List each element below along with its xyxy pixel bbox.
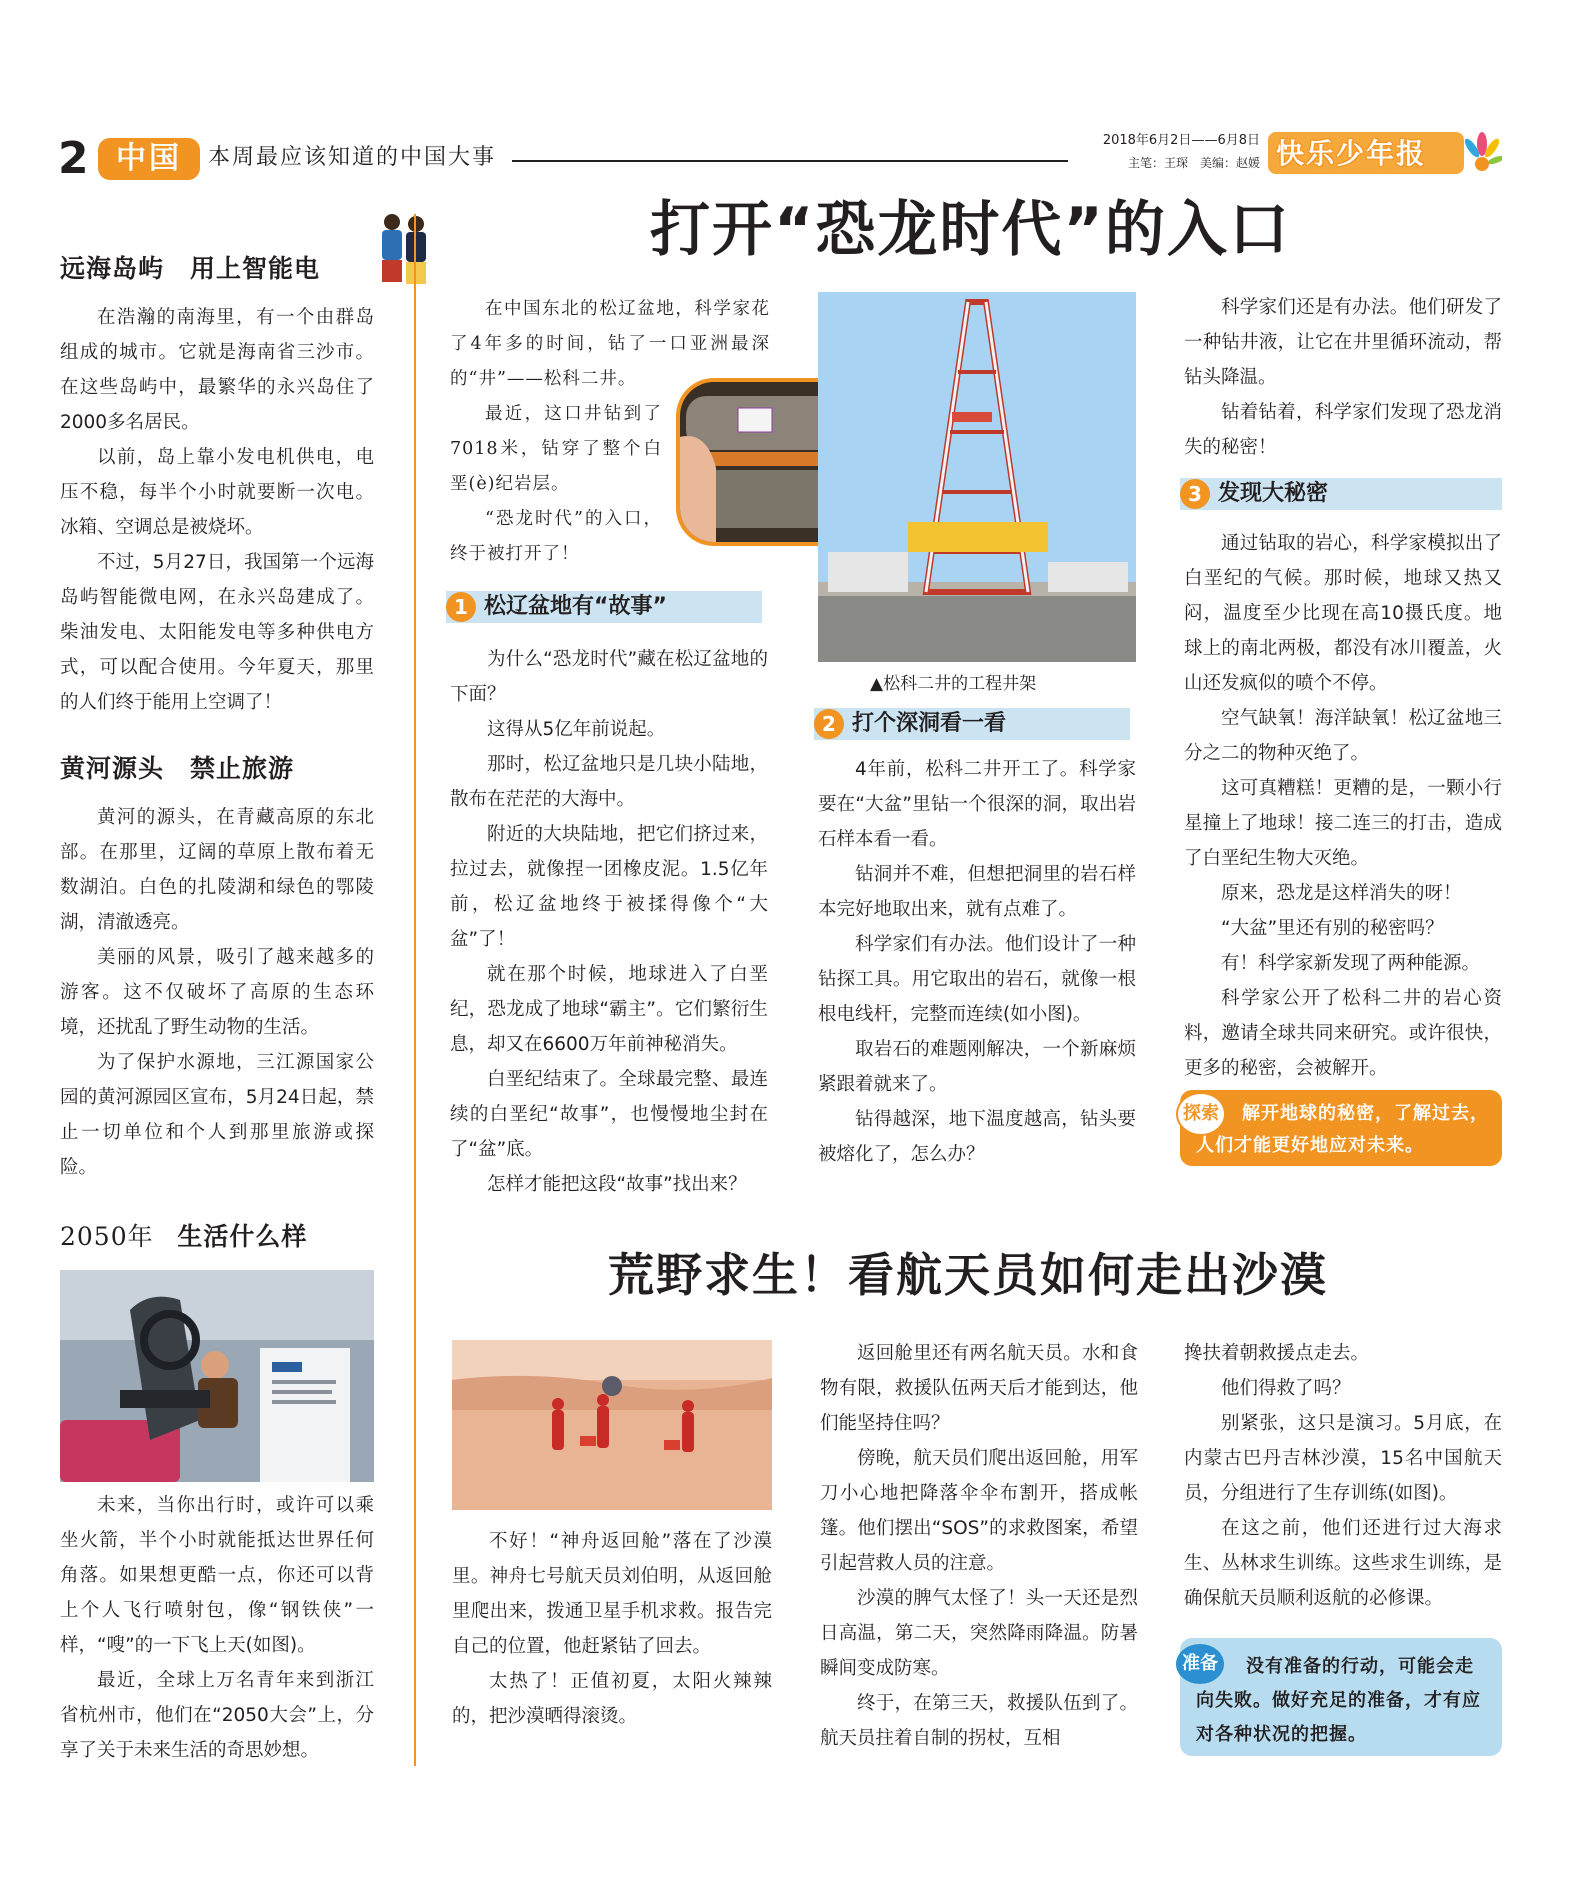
paragraph: 这可真糟糕！更糟的是，一颗小行星撞上了地球！接二连三的打击，造成了白垩纪生物大灭绝。	[1184, 778, 1502, 869]
paragraph: 不好！“神舟返回舱”落在了沙漠里。神舟七号航天员刘伯明，从返回舱里爬出来，拨通卫星手机求救。报告完自己的位置，他赶紧钻了回去。	[452, 1531, 772, 1657]
paragraph: 不过，5月27日，我国第一个远海岛屿智能微电网，在永兴岛建成了。柴油发电、太阳能发电等多种供电方式，可以配合使用。今年夏天，那里的人们终于能用上空调了！	[60, 552, 374, 713]
article2-col2-body	[820, 1336, 1138, 1756]
brief-title: 远海岛屿 用上智能电	[60, 254, 321, 283]
paragraph: 未来，当你出行时，或许可以乘坐火箭，半个小时就能抵达世界任何角落。如果想更酷一点，你还可以背上个人飞行喷射包，像“钢铁侠”一样，“嗖”的一下飞上天(如图)。	[60, 1495, 374, 1656]
paragraph: 钻着钻着，科学家们发现了恐龙消失的秘密！	[1184, 402, 1502, 458]
note-tag: 准备	[1176, 1644, 1224, 1684]
desert-survival-photo	[452, 1340, 772, 1510]
paragraph: 最近，这口井钻到了7018米，钻穿了整个白垩(è)纪岩层。	[450, 404, 662, 494]
brief-title	[60, 1220, 374, 1254]
paragraph: 4年前，松科二井开工了。科学家要在“大盆”里钻一个很深的洞，取出岩石样本看一看。	[818, 759, 1136, 850]
column-divider	[414, 214, 416, 1766]
editor-credits: 主笔：王琛 美编：赵媛	[1127, 156, 1260, 170]
paragraph: “大盆”里还有别的秘密吗？	[1221, 918, 1444, 939]
photo-caption: ▲松科二井的工程井架	[870, 674, 1037, 694]
paragraph: 在浩瀚的南海里，有一个由群岛组成的城市。它就是海南省三沙市。在这些岛屿中，最繁华的永兴岛住了2000多名居民。	[60, 307, 374, 433]
article1-section1-body	[450, 642, 768, 1202]
paragraph: 别紧张，这只是演习。5月底，在内蒙古巴丹吉林沙漠，15名中国航天员，分组进行了生存训练(如图)。	[1184, 1413, 1502, 1504]
note-text: 没有准备的行动，可能会走向失败。做好充足的准备，才有应对各种状况的把握。	[1196, 1656, 1481, 1745]
paragraph: 钻得越深，地下温度越高，钻头要被熔化了，怎么办？	[818, 1109, 1136, 1165]
paragraph: 科学家们有办法。他们设计了一种钻探工具。用它取出的岩石，就像一根根电线杆，完整而连续(如小图)。	[818, 934, 1136, 1025]
header-tagline: 本周最应该知道的中国大事	[208, 145, 497, 170]
section-badge: 中国	[98, 138, 200, 180]
brief-life-2050	[60, 1220, 374, 1768]
article2-col3-body	[1184, 1336, 1502, 1616]
subhead-2	[814, 708, 1130, 740]
paragraph: 为了保护水源地，三江源国家公园的黄河源园区宣布，5月24日起，禁止一切单位和个人到那里旅游或探险。	[60, 1052, 374, 1178]
subhead-title: 发现大秘密	[1218, 481, 1329, 506]
paragraph: 附近的大块陆地，把它们挤过来，拉过去，就像捏一团橡皮泥。1.5亿年前，松辽盆地终于被揉得像个“大盆”了！	[450, 824, 768, 950]
paragraph: 科学家公开了松科二井的岩心资料，邀请全球共同来研究。或许很快，更多的秘密，会被解开。	[1184, 988, 1502, 1079]
brief-yellow-river	[60, 752, 374, 1185]
paragraph: “恐龙时代”的入口，终于被打开了！	[450, 509, 662, 564]
paragraph: 那时，松辽盆地只是几块小陆地，散布在茫茫的大海中。	[450, 754, 768, 810]
newspaper-logo	[1268, 130, 1500, 178]
article1-section3-body	[1184, 526, 1502, 1086]
brief-title-rest: 生活什么样	[177, 1222, 308, 1251]
flower-logo-icon	[1462, 130, 1502, 178]
subhead-title: 松辽盆地有“故事”	[484, 594, 667, 619]
paragraph: 在这之前，他们还进行过大海求生、丛林求生训练。这些求生训练，是确保航天员顺利返航的必修课。	[1184, 1518, 1502, 1609]
drilling-rig-photo	[818, 292, 1136, 662]
paragraph: 返回舱里还有两名航天员。水和食物有限，救援队伍两天后才能到达，他们能坚持住吗？	[820, 1343, 1138, 1434]
paragraph: 怎样才能把这段“故事”找出来？	[487, 1174, 747, 1195]
note-tag: 探索	[1176, 1092, 1226, 1136]
ethnic-costume-figures-illustration	[370, 210, 436, 288]
paragraph: 为什么“恐龙时代”藏在松辽盆地的下面？	[450, 649, 768, 705]
paragraph: 空气缺氧！海洋缺氧！松辽盆地三分之二的物种灭绝了。	[1184, 708, 1502, 764]
paragraph: 最近，全球上万名青年来到浙江省杭州市，他们在“2050大会”上，分享了关于未来生活的奇思妙想。	[60, 1670, 374, 1761]
subhead-3	[1180, 478, 1502, 510]
paragraph: 通过钻取的岩心，科学家模拟出了白垩纪的气候。那时候，地球又热又闷，温度至少比现在高10摄氏度。地球上的南北两极，都没有冰川覆盖，火山还发疯似的喷个不停。	[1184, 533, 1502, 694]
issue-date: 2018年6月2日——6月8日	[1102, 133, 1260, 148]
article2-col1-body	[452, 1524, 772, 1734]
paragraph: 在中国东北的松辽盆地，科学家花了4年多的时间，钻了一口亚洲最深的“井”——松科二井。	[450, 299, 770, 389]
paragraph: 这得从5亿年前说起。	[487, 719, 666, 740]
article1-section2-body	[818, 752, 1136, 1172]
brief-island-power	[60, 252, 374, 720]
explore-note-box	[1180, 1090, 1502, 1166]
paragraph: 有！科学家新发现了两种能源。	[1221, 953, 1481, 974]
subhead-title: 打个深洞看一看	[852, 711, 1007, 736]
page-number: 2	[58, 133, 89, 184]
paragraph: 就在那个时候，地球进入了白垩纪，恐龙成了地球“霸主”。它们繁衍生息，却又在6600万年前神秘消失。	[450, 964, 768, 1055]
note-text: 解开地球的秘密，了解过去，人们才能更好地应对未来。	[1196, 1103, 1489, 1156]
prepare-note-box	[1180, 1638, 1502, 1756]
paragraph: 取岩石的难题刚解决，一个新麻烦紧跟着就来了。	[818, 1039, 1136, 1095]
article1-col3-body	[1184, 290, 1502, 465]
paragraph: 以前，岛上靠小发电机供电，电压不稳，每半个小时就要断一次电。冰箱、空调总是被烧坏。	[60, 447, 374, 538]
brief-title-year: 2050年	[60, 1222, 154, 1251]
subhead-1	[446, 591, 762, 623]
article1-headline: 打开“恐龙时代”的入口	[650, 195, 1291, 265]
newspaper-name: 快乐少年报	[1276, 137, 1427, 170]
paragraph: 科学家们还是有办法。他们研发了一种钻井液，让它在井里循环流动，帮钻头降温。	[1184, 297, 1502, 388]
subhead-number: 3	[1180, 479, 1210, 509]
header-rule	[512, 160, 1068, 162]
subhead-number: 2	[814, 709, 844, 739]
paragraph: 他们得救了吗？	[1221, 1378, 1351, 1399]
paragraph: 钻洞并不难，但想把洞里的岩石样本完好地取出来，就有点难了。	[818, 864, 1136, 920]
paragraph: 原来，恐龙是这样消失的呀！	[1221, 883, 1462, 904]
paragraph: 终于，在第三天，救援队伍到了。航天员拄着自制的拐杖，互相	[820, 1693, 1138, 1749]
paragraph: 傍晚，航天员们爬出返回舱，用军刀小心地把降落伞伞布割开，搭成帐篷。他们摆出“SOS”的求救图案，希望引起营救人员的注意。	[820, 1448, 1138, 1574]
paragraph: 白垩纪结束了。全球最完整、最连续的白垩纪“故事”，也慢慢地尘封在了“盆”底。	[450, 1069, 768, 1160]
subhead-number: 1	[446, 592, 476, 622]
paragraph: 太热了！正值初夏，太阳火辣辣的，把沙漠晒得滚烫。	[452, 1671, 772, 1727]
jetpack-photo	[60, 1270, 374, 1482]
paragraph: 沙漠的脾气太怪了！头一天还是烈日高温，第二天，突然降雨降温。防暑瞬间变成防寒。	[820, 1588, 1138, 1679]
brief-title: 黄河源头 禁止旅游	[60, 754, 295, 783]
article2-headline: 荒野求生！看航天员如何走出沙漠	[608, 1248, 1328, 1302]
article1-intro-wrapped	[450, 397, 662, 572]
paragraph: 美丽的风景，吸引了越来越多的游客。这不仅破坏了高原的生态环境，还扰乱了野生动物的生活。	[60, 947, 374, 1038]
paragraph: 黄河的源头，在青藏高原的东北部。在那里，辽阔的草原上散布着无数湖泊。白色的扎陵湖和绿色的鄂陵湖，清澈透亮。	[60, 807, 374, 933]
paragraph: 搀扶着朝救援点走去。	[1184, 1343, 1370, 1364]
